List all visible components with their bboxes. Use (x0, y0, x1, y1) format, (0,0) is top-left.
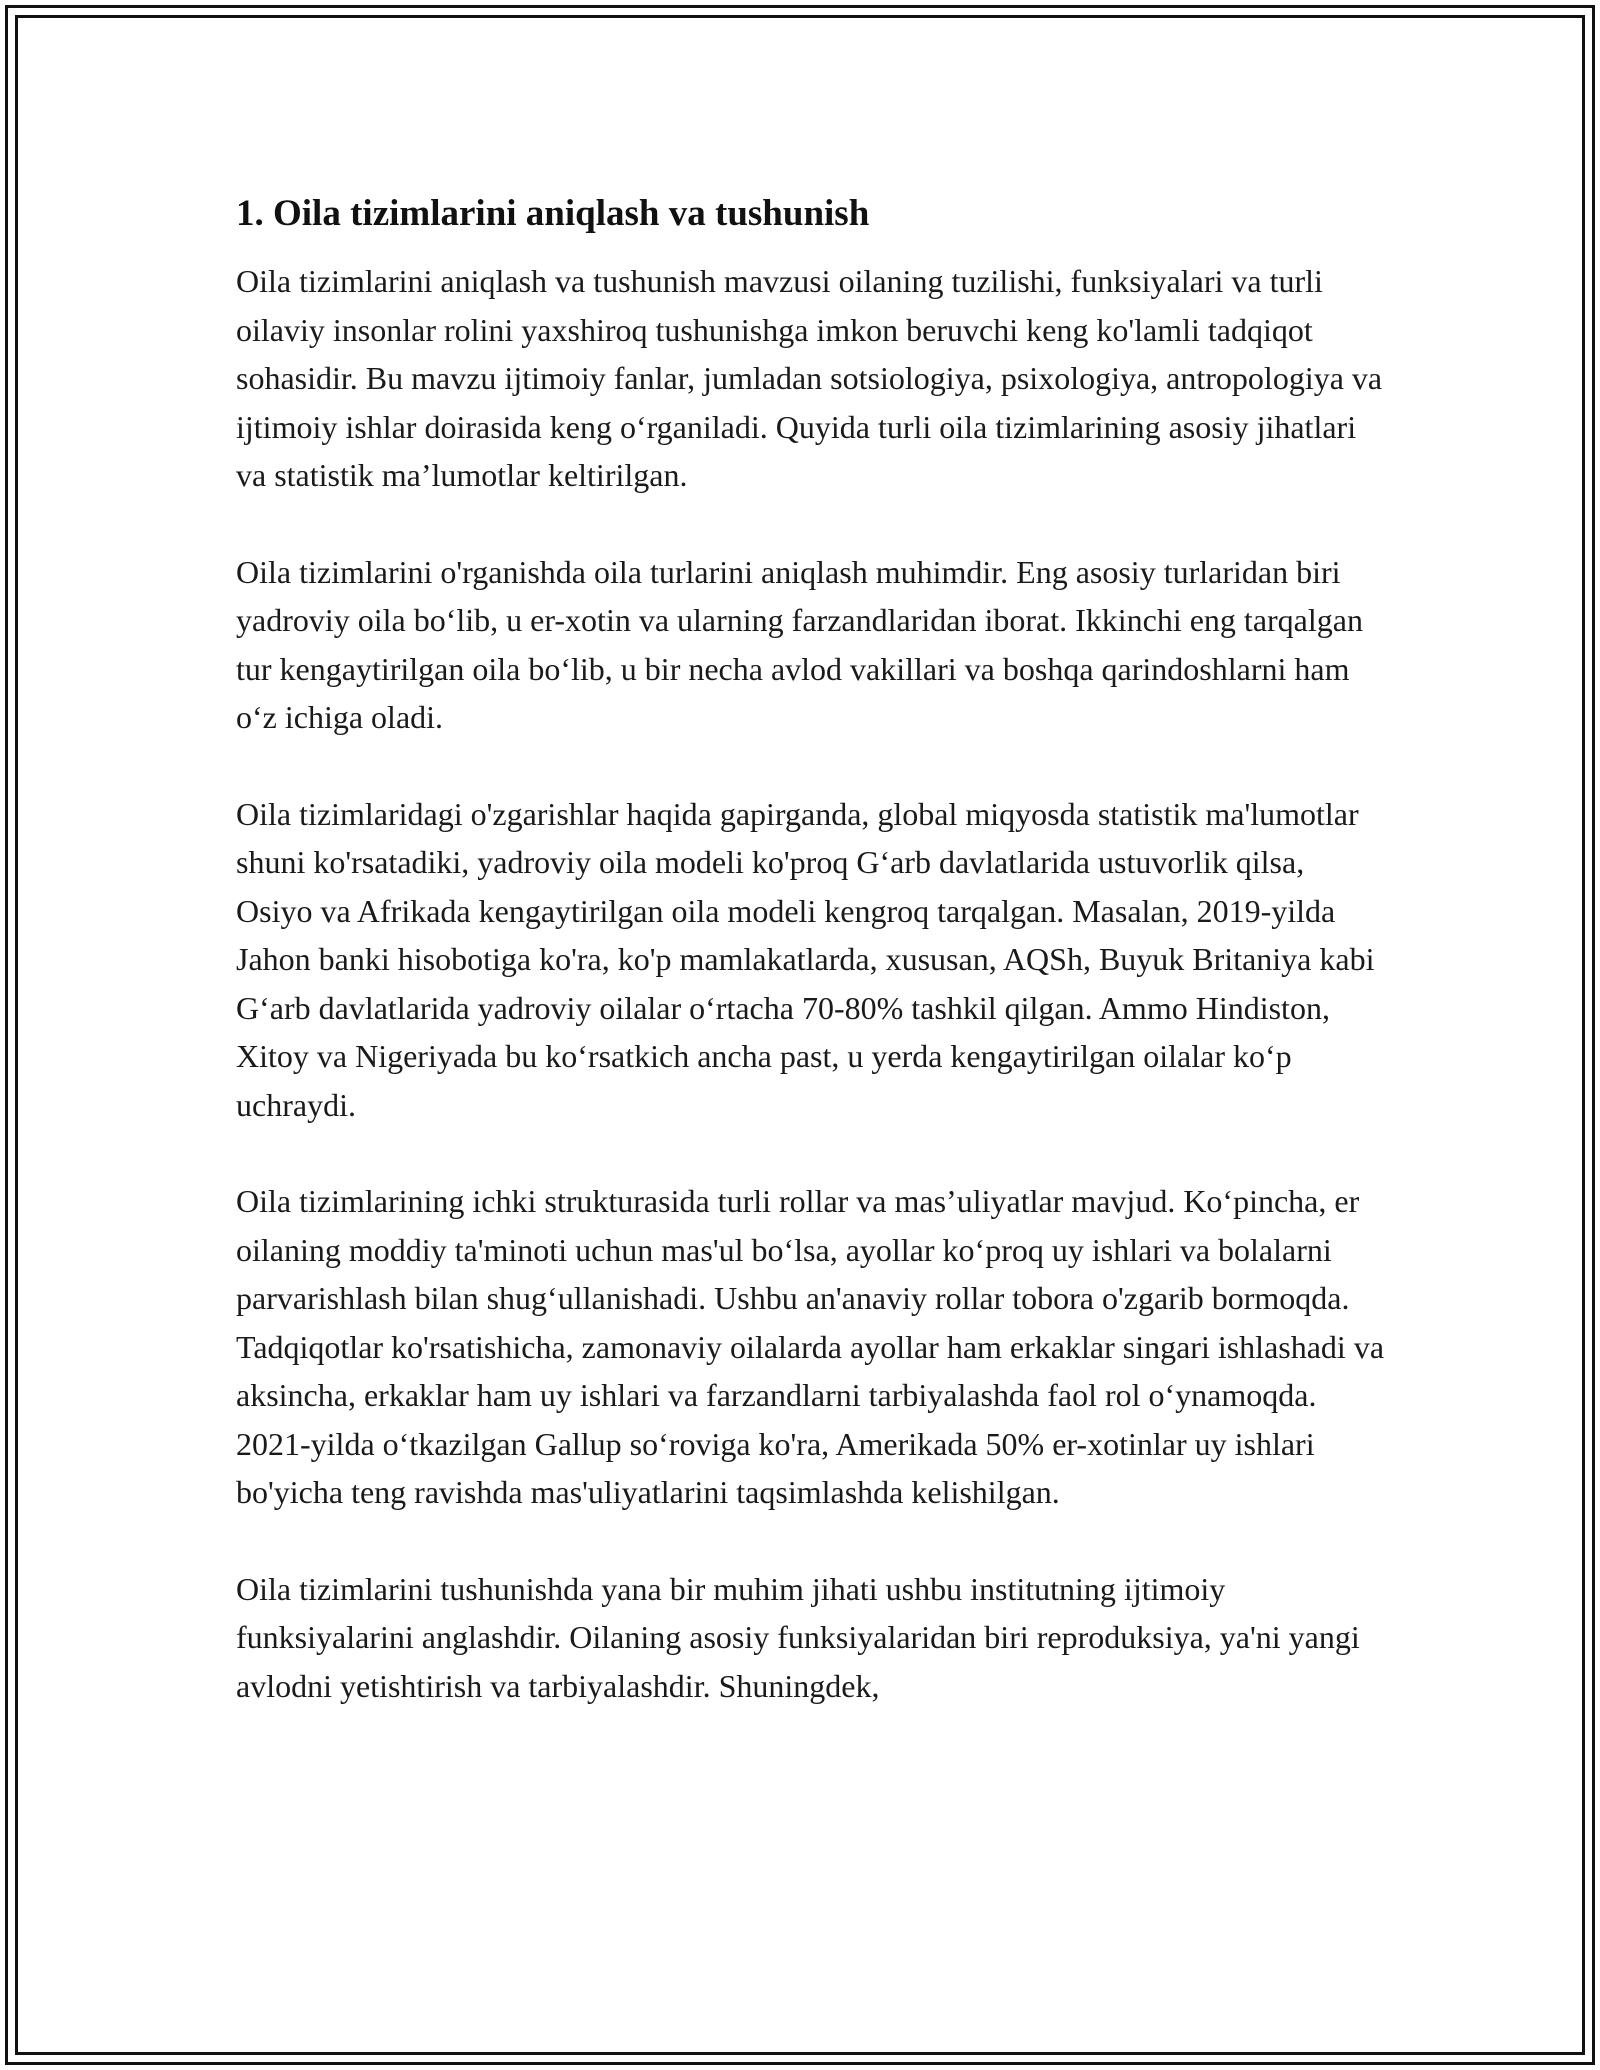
paragraph-roles: Oila tizimlarining ichki strukturasida turli rollar va mas’uliyatlar mavjud. Ko‘pincha, er oilaning moddiy ta'minoti uchun mas'ul bo‘lsa, ayollar ko‘proq uy ishlari va bolalarni parvarishlash bilan shug‘ullanishadi. Ushbu an'anaviy rollar tobora o'zgarib bormoqda. Tadqiqotlar ko'rsatishicha, zamonaviy oilalarda ayollar ham erkaklar singari ishlashadi va aksincha, erkaklar ham uy ishlari va farzandlarni tarbiyalashda faol rol o‘ynamoqda. 2021-yilda o‘tkazilgan Gallup so‘roviga ko'ra, Amerikada 50% er-xotinlar uy ishlari bo'yicha teng ravishda mas'uliyatlarini taqsimlashda kelishilgan. (236, 1183, 1385, 1510)
paragraph-functions: Oila tizimlarini tushunishda yana bir muhim jihati ushbu institutning ijtimoiy funksiyalarini anglashdir. Oilaning asosiy funksiyalaridan biri reproduksiya, ya'ni yangi avlodni yetishtirish va tarbiyalashdir. Shuningdek, (236, 1570, 1360, 1704)
document-body (236, 188, 1388, 1710)
paragraph-global-statistics: Oila tizimlaridagi o'zgarishlar haqida gapirganda, global miqyosda statistik ma'lumotlar shuni ko'rsatadiki, yadroviy oila modeli ko'proq G‘arb davlatlarida ustuvorlik qilsa, Osiyo va Afrikada kengaytirilgan oila modeli kengroq tarqalgan. Masalan, 2019-yilda Jahon banki hisobotiga ko'ra, ko'p mamlakatlarda, xususan, AQSh, Buyuk Britaniya kabi G‘arb davlatlarida yadroviy oilalar o‘rtacha 70-80% tashkil qilgan. Ammo Hindiston, Xitoy va Nigeriyada bu ko‘rsatkich ancha past, u yerda kengaytirilgan oilalar ko‘p uchraydi. (236, 795, 1375, 1123)
paragraph-family-types: Oila tizimlarini o'rganishda oila turlarini aniqlash muhimdir. Eng asosiy turlaridan biri yadroviy oila bo‘lib, u er-xotin va ularning farzandlaridan iborat. Ikkinchi eng tarqalgan tur kengaytirilgan oila bo‘lib, u bir necha avlod vakillari va boshqa qarindoshlarni ham o‘z ichiga oladi. (236, 553, 1363, 735)
paragraph-intro: Oila tizimlarini aniqlash va tushunish mavzusi oilaning tuzilishi, funksiyalari va turli oilaviy insonlar rolini yaxshiroq tushunishga imkon beruvchi keng ko'lamli tadqiqot sohasidir. Bu mavzu ijtimoiy fanlar, jumladan sotsiologiya, psixologiya, antropologiya va ijtimoiy ishlar doirasida keng o‘rganiladi. Quyida turli oila tizimlarining asosiy jihatlari va statistik ma’lumotlar keltirilgan. (236, 263, 1383, 493)
section-heading: 1. Oila tizimlarini aniqlash va tushunish (236, 193, 870, 234)
